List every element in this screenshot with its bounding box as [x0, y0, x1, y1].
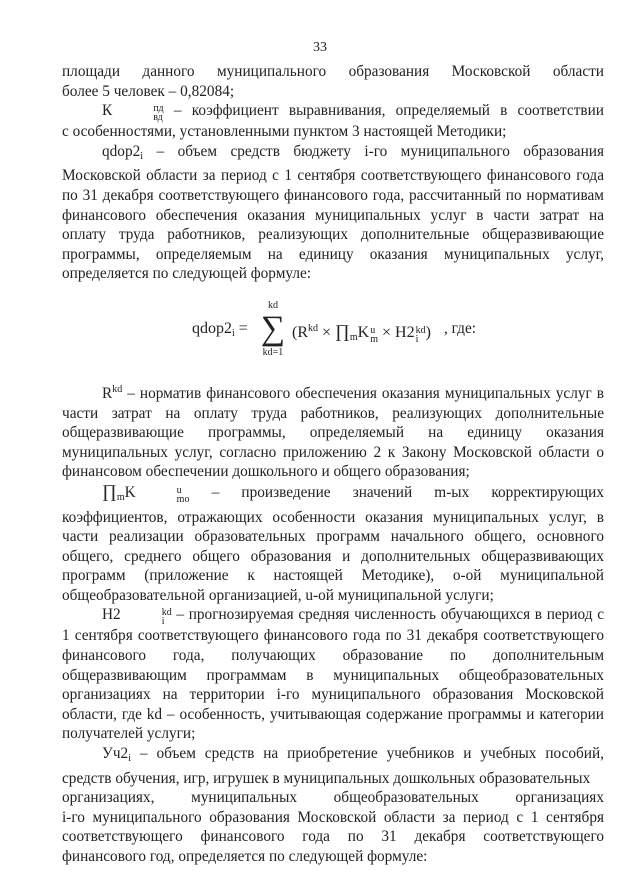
- paragraph-area-line1: площади данного муниципального образования Московской области: [62, 63, 604, 80]
- paragraph-qdop2: [62, 142, 604, 284]
- formula-r: (R: [292, 323, 308, 341]
- symbol-h2-indices: [122, 608, 172, 626]
- paragraph-h2: [62, 605, 604, 744]
- paragraph-r-kd-text: – норматив финансового обеспечения оказания муниципальных услуг в части затрат на оплату труда работников, реализующих дополнительные общеразвивающие программы, определяемый на единицу оказания муниципальных услуг, согласно приложению 2 к Закону Московской области о финансовом обеспечении дошкольного и общего образования;: [62, 384, 604, 481]
- formula-equals: =: [234, 319, 248, 337]
- formula-times: ×: [318, 323, 336, 341]
- symbol-r: R: [102, 384, 113, 402]
- paragraph-product-k: [62, 482, 604, 606]
- paragraph-uch2: [62, 744, 604, 788]
- formula-close-paren: ): [425, 323, 431, 341]
- paragraph-h2-text: – прогнозируемая средняя численность обучающихся в период с 1 сентября соответствующего финансового года по 31 декабря соответствующего финансового года, получающих образование по дополнительным общеразвивающим программам в муниципальных общеобразовательных организациях на территории i-го муниципального образования Московской области, где kd – особенность, учитывающая содержание программы и категории получателей услуги;: [62, 606, 604, 743]
- symbol-r-sup: kd: [112, 383, 123, 395]
- symbol-k-indices: [113, 104, 163, 122]
- formula-product: ∏: [335, 320, 350, 341]
- formula-k-indices: [370, 326, 378, 344]
- paragraph-uch2-org-line: организациях, муниципальных общеобразовательных организациях: [62, 789, 604, 807]
- formula-r-sup: kd: [308, 322, 318, 334]
- formula-k: K: [357, 323, 370, 341]
- symbol-k-mo: K: [124, 483, 136, 501]
- symbol-uch2-sub: i: [128, 753, 131, 765]
- symbol-k-mo-sup: u: [176, 484, 182, 496]
- symbol-k-mo-sub: mo: [176, 493, 190, 505]
- paragraph-uch2-text-b: i-го муниципального образования Московской области за период с 1 сентября соответствующего финансового года по 31 декабря соответствующего финансового год, определяется по следующей формуле:: [62, 808, 604, 865]
- formula-lhs-sub: i: [232, 327, 235, 339]
- formula-h2-sup: kd: [415, 324, 426, 336]
- symbol-k-sub: вд: [153, 112, 163, 124]
- paragraph-k-vd-text: – коэффициент выравнивания, определяемый в соответствии: [163, 102, 604, 120]
- formula-k-sup: u: [370, 324, 376, 336]
- document-body: [62, 62, 604, 867]
- page-number: 33: [313, 40, 327, 55]
- formula-sum-bottom: kd=1: [262, 346, 284, 358]
- formula-where: , где:: [444, 319, 476, 337]
- formula-rhs: [292, 319, 431, 348]
- paragraph-k-vd: [62, 101, 604, 122]
- paragraph-qdop2-text: – объем средств бюджету i-го муниципального образования Московской области за период с 1 сентября соответствующего финансового года по 31 декабря соответствующего финансового года, рассчитанный по нормативам финансового обеспечения оказания муниципальных услуг в части затрат на оплату труда работников, реализующих дополнительные общеразвивающие программы, определяемым на единицу оказания муниципальных услуг, определяется по следующей формуле:: [62, 142, 604, 283]
- symbol-product: ∏: [102, 480, 117, 501]
- symbol-qdop2-sub: i: [140, 150, 144, 162]
- symbol-h2: H2: [102, 606, 121, 624]
- symbol-qdop2: qdop2: [102, 142, 141, 160]
- formula-h2-indices: [416, 326, 426, 344]
- formula-k-sub: m: [370, 333, 378, 345]
- symbol-k-sup: пд: [153, 103, 164, 115]
- formula-product-sub: m: [349, 331, 358, 343]
- formula-qdop2: [62, 296, 604, 366]
- paragraph-product-k-text: – произведение значений m-ых корректирующих коэффициентов, отражающих особенности оказания муниципальных услуг, в части реализации образовательных программ начального общего, основного общего, среднего общего образования и дополнительных общеразвивающих программ (приложение к настоящей Методике), о-ой муниципальной общеобразовательной организацией, u-ой муниципальной услуги;: [62, 483, 604, 604]
- formula-h2-sub: i: [415, 333, 419, 345]
- paragraph-k-vd-line2: с особенностями, установленными пунктом 3 настоящей Методики;: [62, 123, 507, 141]
- symbol-h2-sub: i: [161, 616, 165, 628]
- formula-sum-top: kd: [268, 299, 278, 311]
- formula-lhs: [192, 319, 248, 344]
- paragraph-r-kd: [62, 380, 604, 482]
- symbol-product-sub: m: [116, 491, 125, 503]
- symbol-h2-sup: kd: [161, 607, 172, 619]
- symbol-k-mo-indices: [137, 486, 190, 504]
- symbol-k: К: [102, 102, 113, 120]
- formula-sum: [257, 300, 289, 358]
- symbol-uch2: Уч2: [102, 745, 129, 763]
- formula-lhs-symbol: qdop2: [192, 319, 232, 337]
- paragraph-uch2-text-a: – объем средств на приобретение учебников и учебных пособий, средств обучения, игр, игрушек в муниципальных дошкольных образовательных: [62, 745, 604, 787]
- formula-sigma: ∑: [260, 309, 286, 347]
- paragraph-area-line2: более 5 человек – 0,82084;: [62, 82, 235, 100]
- formula-h2: × H2: [377, 323, 415, 341]
